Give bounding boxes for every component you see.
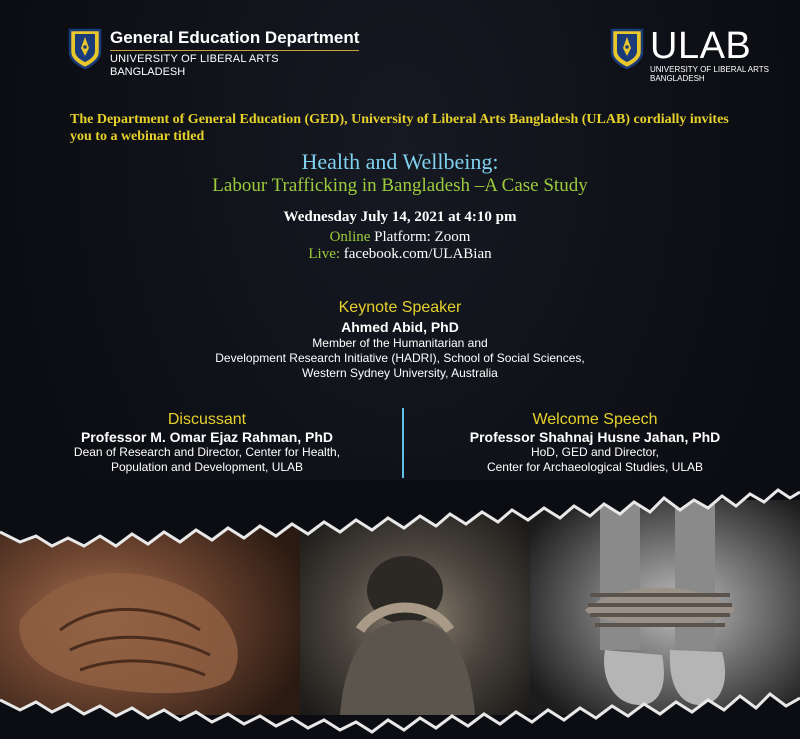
welcome-affiliation-line1: HoD, GED and Director, xyxy=(530,445,660,459)
university-shield-icon xyxy=(610,28,644,70)
keynote-affiliation-line2: Development Research Initiative (HADRI), School of Social Sciences, xyxy=(215,351,585,365)
ulab-title: ULAB xyxy=(650,25,752,67)
keynote-affiliation xyxy=(0,336,800,381)
welcome-affiliation-line2: Center for Archaeological Studies, ULAB xyxy=(486,460,704,474)
ged-subtitle-line1: UNIVERSITY OF LIBERAL ARTS xyxy=(110,53,279,65)
webinar-subtitle: Labour Trafficking in Bangladesh –A Case Study xyxy=(212,175,588,196)
keynote-affiliation-line3: Western Sydney University, Australia xyxy=(302,366,498,380)
invitation-text: The Department of General Education (GED), University of Liberal Arts Bangladesh (ULAB) cordially invites you to a webinar titled xyxy=(70,112,729,144)
ged-subtitle-line2: BANGLADESH xyxy=(110,66,186,78)
live-link[interactable]: facebook.com/ULABian xyxy=(340,246,492,262)
ulab-subtitle-line2: BANGLADESH xyxy=(650,74,705,83)
photo-strip xyxy=(0,480,800,739)
discussant-name: Professor M. Omar Ejaz Rahman, PhD xyxy=(80,429,334,445)
webinar-date: Wednesday July 14, 2021 at 4:10 pm xyxy=(283,209,517,225)
discussant-affiliation-line2: Population and Development, ULAB xyxy=(110,460,304,474)
welcome-block xyxy=(430,410,760,475)
ulab-logo xyxy=(610,25,769,83)
platform-prefix: Online xyxy=(329,229,371,245)
university-shield-icon xyxy=(68,28,102,70)
webinar-live xyxy=(0,245,800,264)
welcome-name: Professor Shahnaj Husne Jahan, PhD xyxy=(469,429,721,445)
column-divider xyxy=(402,408,404,478)
welcome-heading: Welcome Speech xyxy=(532,411,658,428)
ged-title: General Education Department xyxy=(110,28,359,51)
discussant-block xyxy=(42,410,372,475)
sitting-person-image xyxy=(300,500,530,715)
ged-logo xyxy=(68,28,359,79)
keynote-name: Ahmed Abid, PhD xyxy=(341,319,459,335)
tied-hands-image xyxy=(530,500,800,715)
discussant-affiliation-line1: Dean of Research and Director, Center for Health, xyxy=(73,445,341,459)
platform-name: Platform: Zoom xyxy=(370,229,471,245)
webinar-title: Health and Wellbeing: xyxy=(301,149,499,174)
keynote-heading: Keynote Speaker xyxy=(338,299,462,316)
ulab-subtitle-line1: UNIVERSITY OF LIBERAL ARTS xyxy=(650,65,769,74)
keynote-affiliation-line1: Member of the Humanitarian and xyxy=(312,336,488,350)
live-prefix: Live: xyxy=(308,246,341,262)
discussant-heading: Discussant xyxy=(167,411,247,428)
